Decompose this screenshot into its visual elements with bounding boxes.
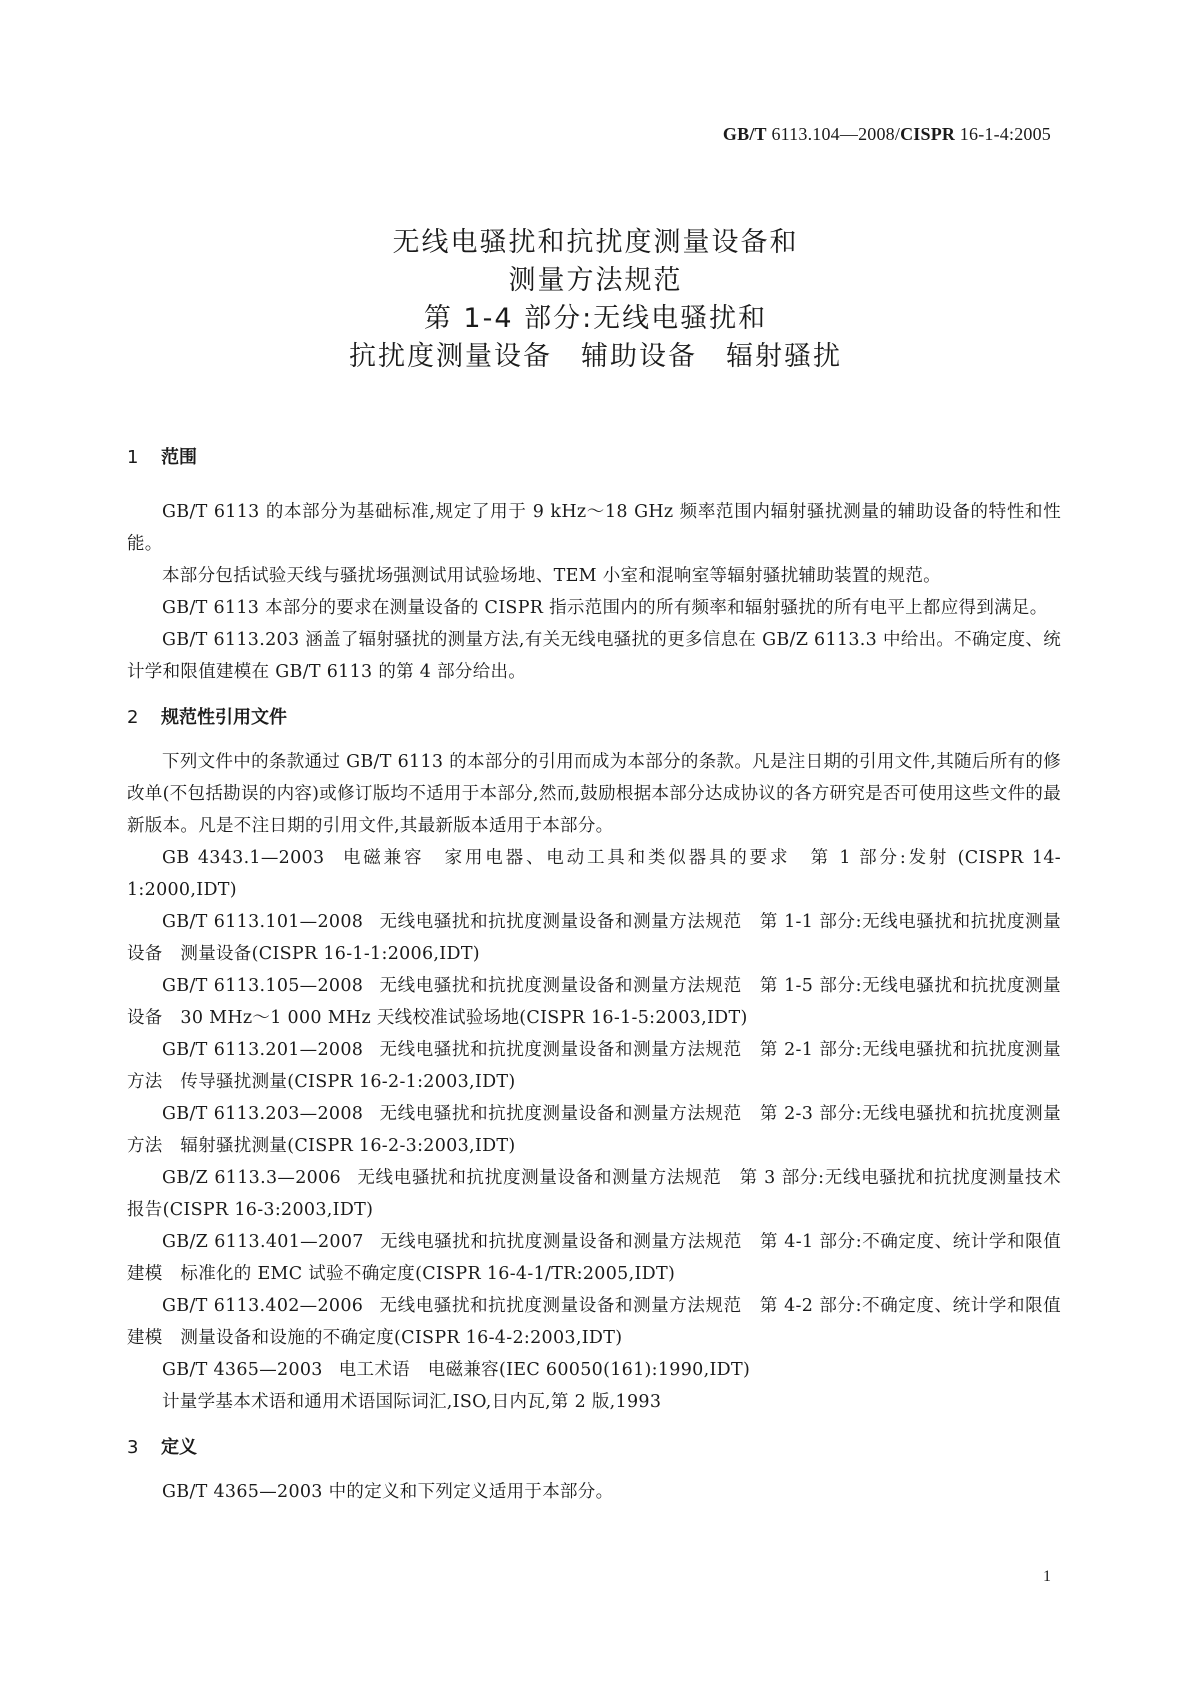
scope-paragraph-1: GB/T 6113 的本部分为基础标准,规定了用于 9 kHz～18 GHz 频率范围内辐射骚扰测量的辅助设备的特性和性能。 (127, 502, 1061, 554)
reference-title: 无线电骚扰和抗扰度测量设备和测量方法规范 第 2-3 部分:无线电骚扰和抗扰度测量方法 辐射骚扰测量(CISPR 16-2-3:2003,IDT) (127, 1104, 1061, 1156)
page-number: 1 (1043, 1568, 1051, 1585)
reference-code: GB/T 6113.101—2008 (162, 912, 364, 932)
reference-item (127, 970, 1061, 1034)
cispr-number: 16-1-4:2005 (955, 124, 1051, 144)
title-line-1: 无线电骚扰和抗扰度测量设备和 (392, 227, 799, 258)
section-1-body (127, 496, 1061, 688)
reference-code: GB/T 4365—2003 (162, 1360, 323, 1380)
reference-item (127, 1098, 1061, 1162)
reference-title: 无线电骚扰和抗扰度测量设备和测量方法规范 第 2-1 部分:无线电骚扰和抗扰度测量方法 传导骚扰测量(CISPR 16-2-1:2003,IDT) (127, 1040, 1061, 1092)
title-line-3: 第 1-4 部分:无线电骚扰和 (423, 303, 768, 334)
reference-title: 电工术语 电磁兼容(IEC 60050(161):1990,IDT) (338, 1360, 751, 1380)
title-line-4: 抗扰度测量设备 辅助设备 辐射骚扰 (349, 341, 842, 372)
standard-number-header (723, 124, 1051, 145)
reference-title: 无线电骚扰和抗扰度测量设备和测量方法规范 第 3 部分:无线电骚扰和抗扰度测量技术报告(CISPR 16-3:2003,IDT) (127, 1168, 1062, 1220)
scope-paragraph-3: GB/T 6113 本部分的要求在测量设备的 CISPR 指示范围内的所有频率和辐射骚扰的所有电平上都应得到满足。 (162, 598, 1048, 618)
reference-item (127, 1034, 1061, 1098)
section-3-title: 定义 (161, 1437, 197, 1458)
reference-code: GB 4343.1—2003 (162, 848, 325, 868)
reference-item (127, 1290, 1061, 1354)
reference-list (127, 842, 1061, 1418)
reference-code: GB/T 6113.201—2008 (162, 1040, 364, 1060)
section-3-heading (127, 1432, 1061, 1464)
definitions-paragraph: GB/T 4365—2003 中的定义和下列定义适用于本部分。 (162, 1482, 614, 1502)
standard-number: 6113.104—2008/ (766, 124, 901, 144)
reference-title: 无线电骚扰和抗扰度测量设备和测量方法规范 第 4-1 部分:不确定度、统计学和限值建模 标准化的 EMC 试验不确定度(CISPR 16-4-1/TR:2005,IDT) (127, 1232, 1061, 1284)
cispr-prefix: CISPR (900, 124, 956, 144)
section-1-number: 1 (127, 447, 139, 468)
title-line-2: 测量方法规范 (508, 265, 683, 296)
reference-title: 无线电骚扰和抗扰度测量设备和测量方法规范 第 4-2 部分:不确定度、统计学和限值建模 测量设备和设施的不确定度(CISPR 16-4-2:2003,IDT) (127, 1296, 1061, 1348)
reference-title: 电磁兼容 家用电器、电动工具和类似器具的要求 第 1 部分:发射 (CISPR 14-1:2000,IDT) (127, 848, 1061, 900)
reference-code: GB/T 6113.105—2008 (162, 976, 364, 996)
document-title (0, 224, 1191, 376)
reference-code: GB/T 6113.203—2008 (162, 1104, 364, 1124)
scope-paragraph-2: 本部分包括试验天线与骚扰场强测试用试验场地、TEM 小室和混响室等辐射骚扰辅助装置的规范。 (162, 566, 941, 586)
section-1-title: 范围 (161, 447, 197, 468)
reference-item (127, 1354, 1061, 1386)
reference-title: 无线电骚扰和抗扰度测量设备和测量方法规范 第 1-1 部分:无线电骚扰和抗扰度测量设备 测量设备(CISPR 16-1-1:2006,IDT) (127, 912, 1061, 964)
scope-paragraph-4: GB/T 6113.203 涵盖了辐射骚扰的测量方法,有关无线电骚扰的更多信息在 GB/Z 6113.3 中给出。不确定度、统计学和限值建模在 GB/T 6113 的第 4 部分给出。 (127, 630, 1061, 682)
document-body (127, 442, 1061, 1508)
reference-item (127, 842, 1061, 906)
reference-item (127, 1226, 1061, 1290)
reference-code: GB/Z 6113.3—2006 (162, 1168, 341, 1188)
reference-code: GB/Z 6113.401—2007 (162, 1232, 364, 1252)
section-3-number: 3 (127, 1437, 139, 1458)
section-1-heading (127, 442, 1061, 474)
section-2-title: 规范性引用文件 (161, 707, 287, 728)
section-2-number: 2 (127, 707, 139, 728)
reference-code: GB/T 6113.402—2006 (162, 1296, 364, 1316)
reference-item (127, 906, 1061, 970)
reference-title: 无线电骚扰和抗扰度测量设备和测量方法规范 第 1-5 部分:无线电骚扰和抗扰度测量设备 30 MHz～1 000 MHz 天线校准试验场地(CISPR 16-1-5:2003,IDT) (127, 976, 1061, 1028)
reference-item (127, 1386, 1061, 1418)
section-2-heading (127, 702, 1061, 734)
normative-references-intro: 下列文件中的条款通过 GB/T 6113 的本部分的引用而成为本部分的条款。凡是注日期的引用文件,其随后所有的修改单(不包括勘误的内容)或修订版均不适用于本部分,然而,鼓励根据本部分达成协议的各方研究是否可使用这些文件的最新版本。凡是不注日期的引用文件,其最新版本适用于本部分。 (127, 752, 1061, 836)
reference-title: 计量学基本术语和通用术语国际词汇,ISO,日内瓦,第 2 版,1993 (162, 1392, 662, 1412)
reference-item (127, 1162, 1061, 1226)
standard-prefix: GB/T (722, 124, 767, 144)
